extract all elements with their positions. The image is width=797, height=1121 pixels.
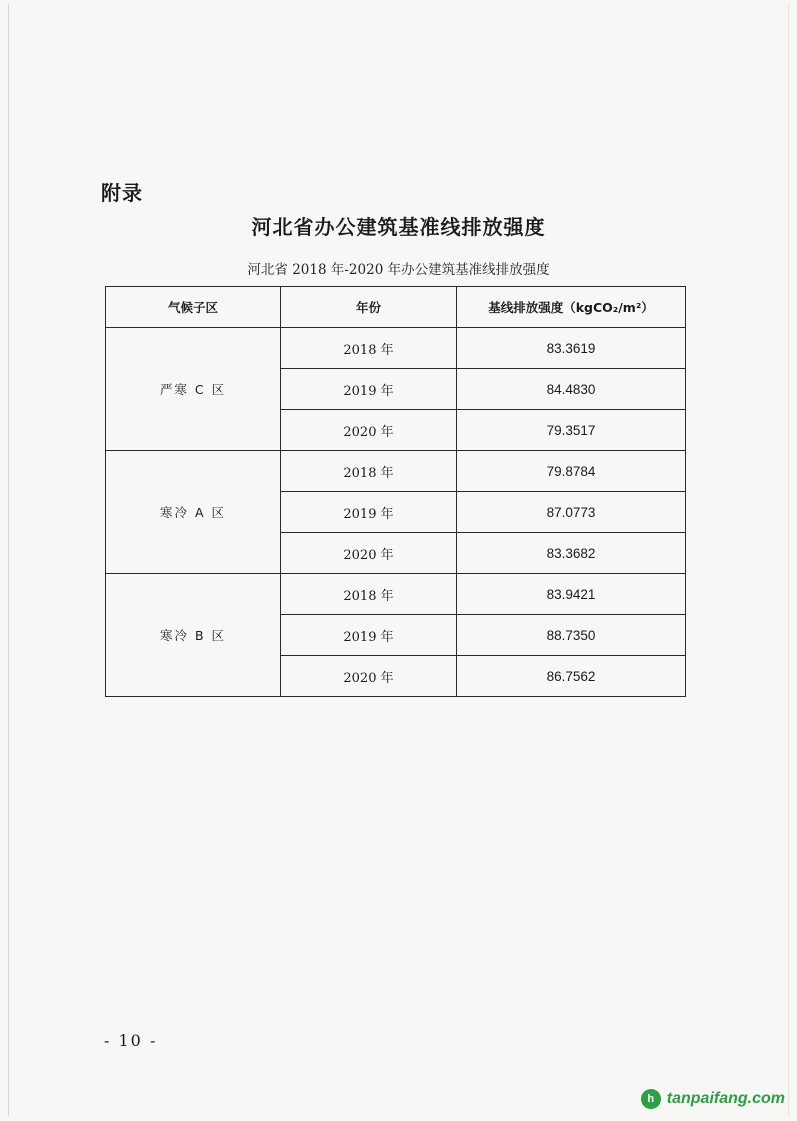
table-row [106, 451, 686, 492]
emission-table [105, 286, 686, 697]
value-cell: 83.9421 [457, 574, 686, 615]
zone-cell: 严寒 C 区 [106, 328, 281, 451]
watermark[interactable] [641, 1089, 785, 1109]
value-cell: 79.3517 [457, 410, 686, 451]
watermark-text: tanpaifang.com [666, 1090, 785, 1107]
header-year: 年份 [281, 287, 457, 328]
year-cell: 2019 年 [281, 492, 457, 533]
value-cell: 86.7562 [457, 656, 686, 697]
year-cell: 2018 年 [281, 451, 457, 492]
table-row [106, 574, 686, 615]
table-row [106, 328, 686, 369]
value-cell: 83.3619 [457, 328, 686, 369]
year-cell: 2020 年 [281, 410, 457, 451]
page-title: 河北省办公建筑基准线排放强度 [251, 215, 546, 239]
page-number: - 10 - [104, 1031, 158, 1050]
year-cell: 2020 年 [281, 656, 457, 697]
year-cell: 2018 年 [281, 328, 457, 369]
zone-cell: 寒冷 B 区 [106, 574, 281, 697]
value-cell: 83.3682 [457, 533, 686, 574]
header-baseline-intensity: 基线排放强度（kgCO₂/m²） [457, 287, 686, 328]
value-cell: 84.4830 [457, 369, 686, 410]
value-cell: 79.8784 [457, 451, 686, 492]
value-cell: 88.7350 [457, 615, 686, 656]
year-cell: 2018 年 [281, 574, 457, 615]
tanpaifang-logo-icon: h [641, 1089, 661, 1109]
year-cell: 2019 年 [281, 369, 457, 410]
year-cell: 2019 年 [281, 615, 457, 656]
year-cell: 2020 年 [281, 533, 457, 574]
value-cell: 87.0773 [457, 492, 686, 533]
header-climate-zone: 气候子区 [106, 287, 281, 328]
table-caption: 河北省 2018 年-2020 年办公建筑基准线排放强度 [247, 262, 550, 278]
table-header-row [106, 287, 686, 328]
zone-cell: 寒冷 A 区 [106, 451, 281, 574]
appendix-label: 附录 [101, 181, 143, 205]
